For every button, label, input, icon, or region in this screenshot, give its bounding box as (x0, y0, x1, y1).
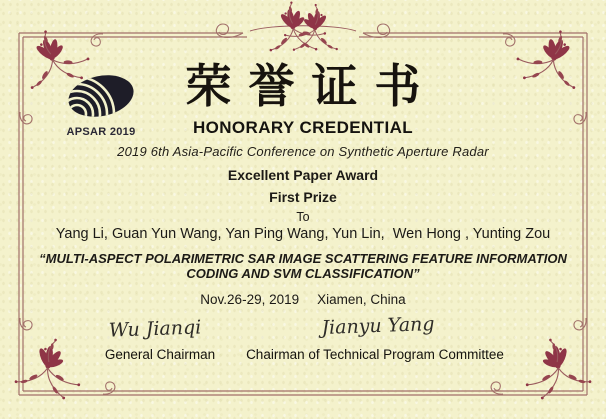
apsar-logo-label: APSAR 2019 (66, 126, 136, 138)
certificate-title-english: HONORARY CREDENTIAL (192, 118, 414, 137)
to-label: To (296, 210, 310, 224)
certificate-title-chinese: 荣誉证书 (185, 59, 438, 113)
recipient-names: Yang Li, Guan Yun Wang, Yan Ping Wang, Yun Lin, Wen Hong , Yunting Zou (55, 226, 551, 242)
date-location-line (0, 292, 606, 307)
signature-tpc-chairman: Jianyu Yang (321, 313, 435, 339)
event-date: Nov.26-29, 2019 (200, 292, 300, 307)
paper-title (0, 251, 606, 281)
prize-level: First Prize (269, 189, 337, 205)
paper-title-text: “MULTI-ASPECT POLARIMETRIC SAR IMAGE SCATTERING FEATURE INFORMATION CODING AND SVM CLASSIFICATION” (39, 251, 567, 281)
conference-name: 2019 6th Asia-Pacific Conference on Synthetic Aperture Radar (117, 144, 489, 159)
event-location: Xiamen, China (317, 292, 406, 307)
award-name: Excellent Paper Award (227, 167, 379, 183)
role-general-chairman: General Chairman (104, 347, 216, 362)
role-tpc-chairman: Chairman of Technical Program Committee (246, 347, 504, 362)
signature-general-chairman: Wu Jianqi (108, 316, 202, 342)
